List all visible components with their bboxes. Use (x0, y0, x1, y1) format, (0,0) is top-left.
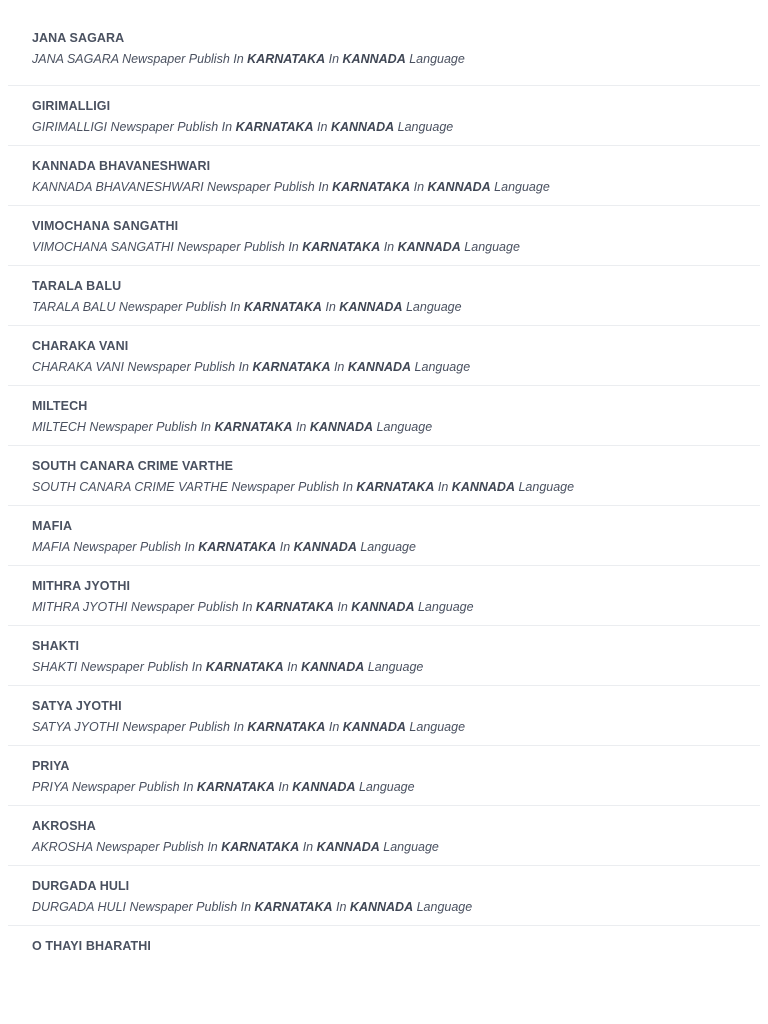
description-text: Language (405, 52, 465, 66)
state-name: KARNATAKA (247, 52, 326, 66)
description-name: SOUTH CANARA CRIME VARTHE (32, 480, 228, 494)
description-text: Language (515, 480, 575, 494)
state-name: KARNATAKA (252, 360, 331, 374)
description-text: Newspaper Publish In (227, 480, 357, 494)
state-name: KARNATAKA (356, 480, 435, 494)
description-text: In (313, 120, 331, 134)
newspaper-title[interactable]: PRIYA (32, 759, 70, 773)
description-text: Newspaper Publish In (123, 360, 253, 374)
language-name: KANNADA (427, 180, 491, 194)
description-text: Language (413, 900, 473, 914)
description-name: DURGADA HULI (32, 900, 126, 914)
description-name: VIMOCHANA SANGATHI (32, 240, 174, 254)
description-text: Newspaper Publish In (107, 120, 236, 134)
description-text: Language (355, 780, 415, 794)
description-text: Language (379, 840, 439, 854)
newspaper-title[interactable]: O THAYI BHARATHI (32, 939, 151, 953)
description-text: In (321, 300, 340, 314)
description-text: In (434, 480, 452, 494)
description-text: In (325, 720, 343, 734)
description-text: Language (405, 720, 466, 734)
list-item[interactable] (8, 746, 760, 806)
newspaper-title[interactable]: SOUTH CANARA CRIME VARTHE (32, 459, 234, 473)
description-name: KANNADA BHAVANESHWARI (32, 180, 204, 194)
newspaper-description (32, 780, 415, 794)
description-name: MAFIA (32, 540, 70, 554)
list-item[interactable] (8, 626, 760, 686)
newspaper-description (32, 300, 462, 314)
list-item[interactable] (8, 0, 760, 86)
description-name: SATYA JYOTHI (32, 720, 119, 734)
language-name: KANNADA (342, 52, 406, 66)
description-text: Language (402, 300, 462, 314)
list-item[interactable] (8, 446, 760, 506)
list-item[interactable] (8, 926, 760, 986)
language-name: KANNADA (339, 300, 403, 314)
language-name: KANNADA (309, 420, 374, 434)
description-text: Newspaper Publish In (118, 52, 248, 66)
newspaper-description (32, 480, 574, 494)
description-text: Language (411, 360, 471, 374)
description-name: MILTECH (32, 420, 86, 434)
language-name: KANNADA (351, 600, 415, 614)
state-name: KARNATAKA (235, 120, 314, 134)
description-text: Language (414, 600, 474, 614)
newspaper-description (32, 540, 416, 554)
description-text: Newspaper Publish In (127, 600, 256, 614)
newspaper-description (32, 660, 423, 674)
description-text: Newspaper Publish In (118, 720, 248, 734)
newspaper-description (32, 600, 474, 614)
list-item[interactable] (8, 806, 760, 866)
newspaper-description (32, 840, 439, 854)
newspaper-description (32, 240, 520, 254)
state-name: KARNATAKA (247, 720, 326, 734)
description-text: Language (364, 660, 424, 674)
description-text: In (333, 600, 352, 614)
description-text: In (330, 360, 348, 374)
newspaper-description (32, 420, 432, 434)
language-name: KANNADA (347, 360, 412, 374)
newspaper-description (32, 720, 465, 734)
newspaper-title[interactable]: JANA SAGARA (32, 31, 125, 45)
list-item[interactable] (8, 866, 760, 926)
newspaper-title[interactable]: SATYA JYOTHI (32, 699, 122, 713)
description-text: In (380, 240, 398, 254)
state-name: KARNATAKA (254, 900, 333, 914)
description-text: Newspaper Publish In (77, 660, 206, 674)
language-name: KANNADA (330, 120, 395, 134)
list-item[interactable] (8, 386, 760, 446)
language-name: KANNADA (349, 900, 414, 914)
list-item[interactable] (8, 206, 760, 266)
description-text: In (283, 660, 302, 674)
description-text: Newspaper Publish In (126, 900, 255, 914)
language-name: KANNADA (451, 480, 515, 494)
description-text: Newspaper Publish In (203, 180, 333, 194)
newspaper-title[interactable]: MILTECH (32, 399, 88, 413)
description-text: Newspaper Publish In (173, 240, 303, 254)
description-text: Newspaper Publish In (69, 540, 199, 554)
description-text: In (292, 420, 310, 434)
list-item[interactable] (8, 686, 760, 746)
list-item[interactable] (8, 146, 760, 206)
description-text: Language (490, 180, 550, 194)
description-text: In (325, 52, 343, 66)
description-name: SHAKTI (32, 660, 78, 674)
description-name: TARALA BALU (32, 300, 116, 314)
description-name: AKROSHA (32, 840, 93, 854)
description-name: PRIYA (32, 780, 69, 794)
list-item[interactable] (8, 506, 760, 566)
description-name: JANA SAGARA (32, 52, 119, 66)
language-name: KANNADA (342, 720, 406, 734)
language-name: KANNADA (316, 840, 380, 854)
list-item[interactable] (8, 326, 760, 386)
description-text: Newspaper Publish In (115, 300, 244, 314)
language-name: KANNADA (293, 540, 357, 554)
list-item[interactable] (8, 266, 760, 326)
newspaper-description (32, 900, 472, 914)
description-name: MITHRA JYOTHI (32, 600, 128, 614)
description-text: In (299, 840, 317, 854)
description-name: CHARAKA VANI (32, 360, 124, 374)
state-name: KARNATAKA (221, 840, 300, 854)
description-text: Language (356, 540, 416, 554)
newspaper-title[interactable]: MAFIA (32, 519, 73, 533)
state-name: KARNATAKA (255, 600, 334, 614)
newspaper-description (32, 360, 470, 374)
description-name: GIRIMALLIGI (32, 120, 108, 134)
list-item[interactable] (8, 86, 760, 146)
state-name: KARNATAKA (196, 780, 275, 794)
description-text: In (332, 900, 350, 914)
state-name: KARNATAKA (332, 180, 411, 194)
language-name: KANNADA (301, 660, 365, 674)
description-text: Newspaper Publish In (68, 780, 197, 794)
newspaper-description (32, 180, 550, 194)
description-text: In (410, 180, 428, 194)
newspaper-title[interactable]: AKROSHA (32, 819, 96, 833)
description-text: Newspaper Publish In (92, 840, 222, 854)
state-name: KARNATAKA (302, 240, 381, 254)
newspaper-title[interactable]: VIMOCHANA SANGATHI (32, 219, 179, 233)
description-text: Language (394, 120, 454, 134)
language-name: KANNADA (397, 240, 461, 254)
newspaper-description (32, 120, 453, 134)
newspaper-title[interactable]: GIRIMALLIGI (32, 99, 111, 113)
description-text: In (276, 540, 294, 554)
newspaper-title[interactable]: DURGADA HULI (32, 879, 130, 893)
newspaper-title[interactable]: MITHRA JYOTHI (32, 579, 131, 593)
newspaper-description (32, 52, 465, 66)
description-text: Newspaper Publish In (85, 420, 215, 434)
newspaper-list (8, 0, 760, 986)
newspaper-title[interactable]: CHARAKA VANI (32, 339, 129, 353)
state-name: KARNATAKA (205, 660, 284, 674)
description-text: Language (460, 240, 520, 254)
newspaper-title[interactable]: SHAKTI (32, 639, 80, 653)
list-item[interactable] (8, 566, 760, 626)
newspaper-title[interactable]: KANNADA BHAVANESHWARI (32, 159, 211, 173)
language-name: KANNADA (292, 780, 356, 794)
state-name: KARNATAKA (243, 300, 322, 314)
description-text: Language (373, 420, 433, 434)
newspaper-title[interactable]: TARALA BALU (32, 279, 122, 293)
description-text: In (274, 780, 293, 794)
state-name: KARNATAKA (214, 420, 293, 434)
state-name: KARNATAKA (198, 540, 277, 554)
